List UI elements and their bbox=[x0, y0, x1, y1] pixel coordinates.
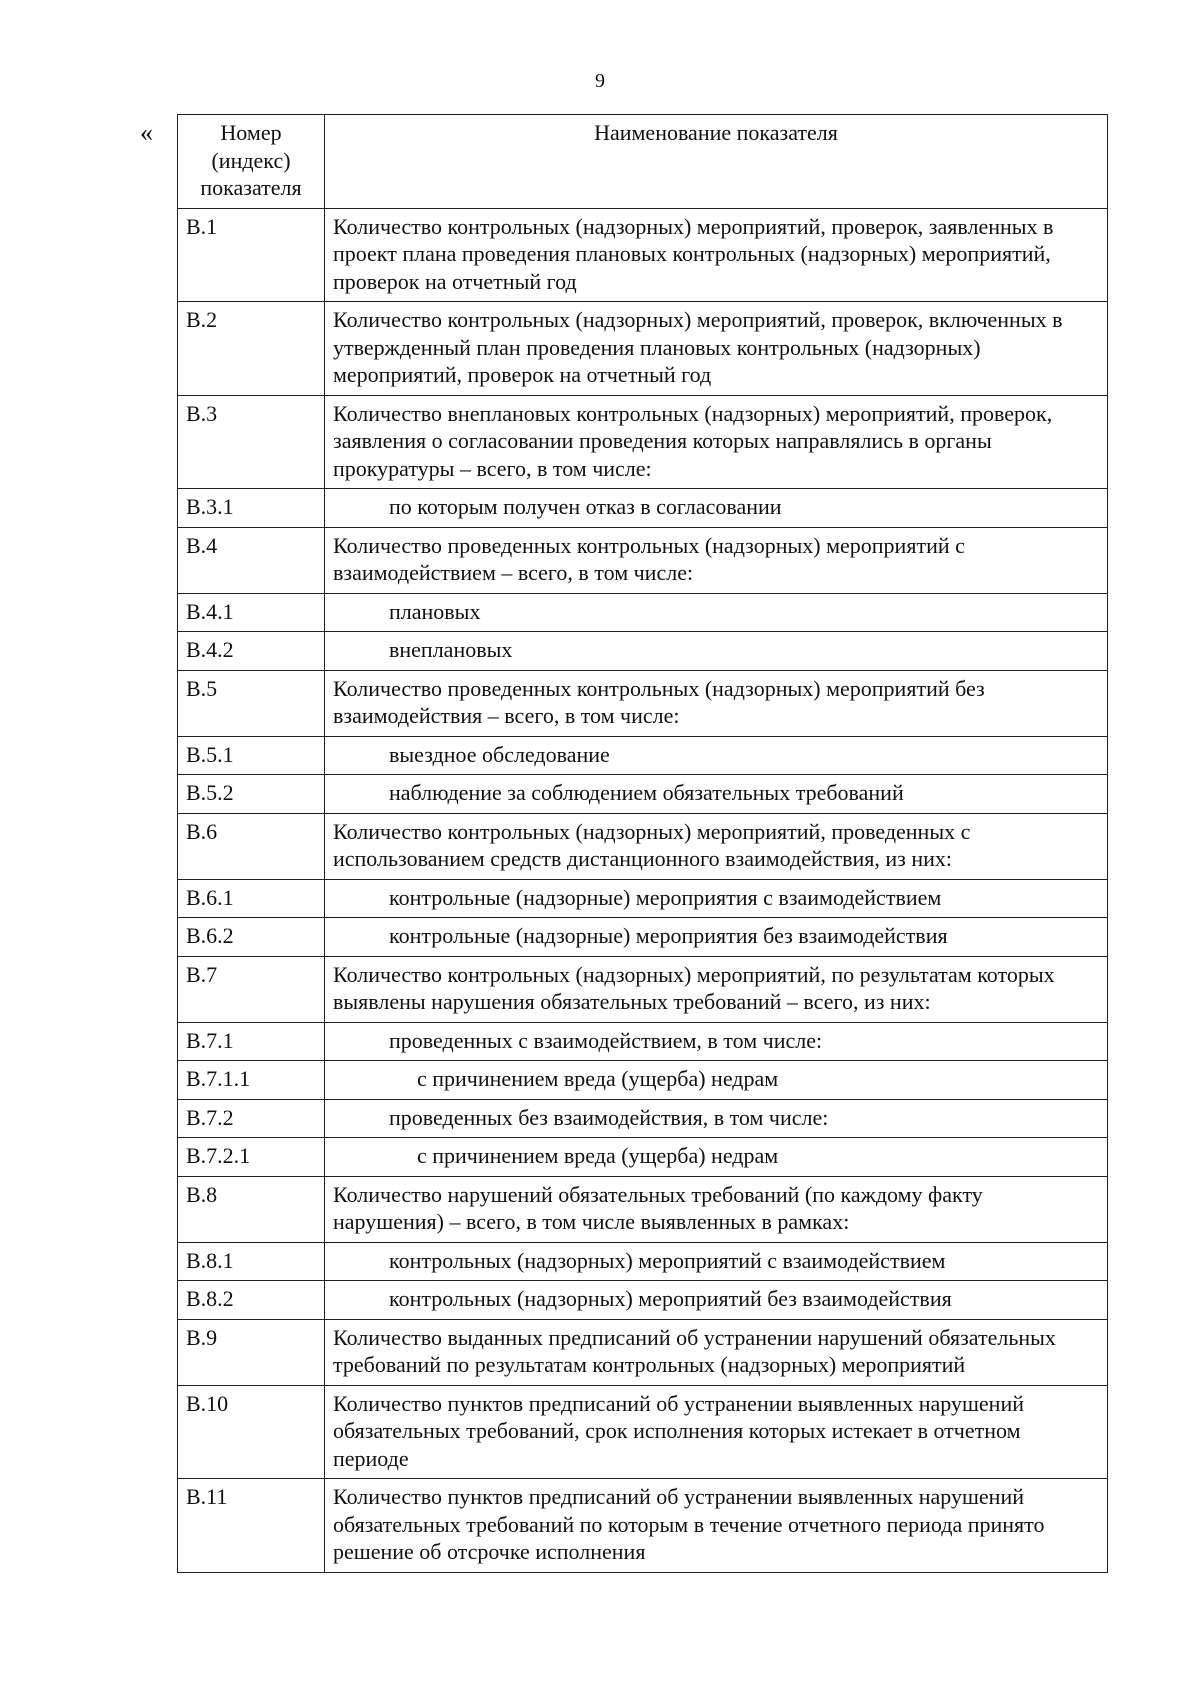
indicator-code: В.5 bbox=[178, 670, 325, 736]
indicator-name: Количество контрольных (надзорных) мероприятий, по результатам которых выявлены нарушения обязательных требований – всего, из них: bbox=[325, 956, 1108, 1022]
indicator-code: В.7.2.1 bbox=[178, 1138, 325, 1177]
table-row bbox=[178, 395, 1108, 489]
indicator-code: В.5.1 bbox=[178, 736, 325, 775]
table-row bbox=[178, 1281, 1108, 1320]
indicator-name: с причинением вреда (ущерба) недрам bbox=[325, 1061, 1108, 1100]
table-row bbox=[178, 302, 1108, 396]
table-row bbox=[178, 956, 1108, 1022]
table-row bbox=[178, 1022, 1108, 1061]
indicator-code: В.5.2 bbox=[178, 775, 325, 814]
indicators-table bbox=[177, 114, 1108, 1573]
indicator-code: В.4.1 bbox=[178, 593, 325, 632]
indicator-name: Количество проведенных контрольных (надзорных) мероприятий без взаимодействия – всего, в том числе: bbox=[325, 670, 1108, 736]
indicator-code: В.11 bbox=[178, 1479, 325, 1573]
indicator-code: В.7 bbox=[178, 956, 325, 1022]
indicator-name: Количество контрольных (надзорных) мероприятий, проверок, включенных в утвержденный план проведения плановых контрольных (надзорных) мероприятий, проверок на отчетный год bbox=[325, 302, 1108, 396]
indicator-code: В.9 bbox=[178, 1319, 325, 1385]
indicator-code: В.6 bbox=[178, 813, 325, 879]
table-header bbox=[178, 115, 1108, 209]
table-row bbox=[178, 775, 1108, 814]
indicator-name: контрольные (надзорные) мероприятия без взаимодействия bbox=[325, 918, 1108, 957]
table-row bbox=[178, 593, 1108, 632]
indicator-name: наблюдение за соблюдением обязательных требований bbox=[325, 775, 1108, 814]
indicator-code: В.8.1 bbox=[178, 1242, 325, 1281]
indicator-code: В.1 bbox=[178, 208, 325, 302]
indicator-name: контрольные (надзорные) мероприятия с взаимодействием bbox=[325, 879, 1108, 918]
table-row bbox=[178, 1099, 1108, 1138]
indicator-code: В.4 bbox=[178, 527, 325, 593]
indicator-name: Количество контрольных (надзорных) мероприятий, проверок, заявленных в проект плана проведения плановых контрольных (надзорных) мероприятий, проверок на отчетный год bbox=[325, 208, 1108, 302]
table-row bbox=[178, 1138, 1108, 1177]
table-row bbox=[178, 918, 1108, 957]
page-number: 9 bbox=[595, 70, 605, 92]
indicator-name: проведенных без взаимодействия, в том числе: bbox=[325, 1099, 1108, 1138]
indicator-name: Количество выданных предписаний об устранении нарушений обязательных требований по результатам контрольных (надзорных) мероприятий bbox=[325, 1319, 1108, 1385]
indicator-code: В.8 bbox=[178, 1176, 325, 1242]
indicator-name: контрольных (надзорных) мероприятий без взаимодействия bbox=[325, 1281, 1108, 1320]
table-row bbox=[178, 736, 1108, 775]
table-row bbox=[178, 1061, 1108, 1100]
table-row bbox=[178, 1242, 1108, 1281]
indicator-code: В.3 bbox=[178, 395, 325, 489]
table-row bbox=[178, 1479, 1108, 1573]
table-row bbox=[178, 670, 1108, 736]
indicator-name: внеплановых bbox=[325, 632, 1108, 671]
indicator-code: В.3.1 bbox=[178, 489, 325, 528]
table-row bbox=[178, 1319, 1108, 1385]
indicator-name: Количество проведенных контрольных (надзорных) мероприятий с взаимодействием – всего, в том числе: bbox=[325, 527, 1108, 593]
table-row bbox=[178, 489, 1108, 528]
indicator-name: выездное обследование bbox=[325, 736, 1108, 775]
indicator-name: проведенных с взаимодействием, в том числе: bbox=[325, 1022, 1108, 1061]
table-row bbox=[178, 527, 1108, 593]
table-row bbox=[178, 208, 1108, 302]
indicator-code: В.8.2 bbox=[178, 1281, 325, 1320]
indicator-name: Количество внеплановых контрольных (надзорных) мероприятий, проверок, заявления о согласовании проведения которых направлялись в органы прокуратуры – всего, в том числе: bbox=[325, 395, 1108, 489]
indicator-name: Количество пунктов предписаний об устранении выявленных нарушений обязательных требований по которым в течение отчетного периода принято решение об отсрочке исполнения bbox=[325, 1479, 1108, 1573]
indicator-code: В.6.1 bbox=[178, 879, 325, 918]
indicator-code: В.7.2 bbox=[178, 1099, 325, 1138]
table-body bbox=[178, 208, 1108, 1572]
header-number: Номер (индекс) показателя bbox=[178, 115, 325, 209]
indicator-code: В.7.1 bbox=[178, 1022, 325, 1061]
indicator-name: Количество контрольных (надзорных) мероприятий, проведенных с использованием средств дистанционного взаимодействия, из них: bbox=[325, 813, 1108, 879]
table-row bbox=[178, 632, 1108, 671]
table-row bbox=[178, 879, 1108, 918]
indicator-name: Количество пунктов предписаний об устранении выявленных нарушений обязательных требований, срок исполнения которых истекает в отчетном периоде bbox=[325, 1385, 1108, 1479]
indicator-code: В.10 bbox=[178, 1385, 325, 1479]
indicator-name: с причинением вреда (ущерба) недрам bbox=[325, 1138, 1108, 1177]
indicator-name: Количество нарушений обязательных требований (по каждому факту нарушения) – всего, в том числе выявленных в рамках: bbox=[325, 1176, 1108, 1242]
indicator-name: плановых bbox=[325, 593, 1108, 632]
table-row bbox=[178, 1176, 1108, 1242]
indicator-code: В.7.1.1 bbox=[178, 1061, 325, 1100]
indicator-code: В.4.2 bbox=[178, 632, 325, 671]
table-header-row bbox=[178, 115, 1108, 209]
table-row bbox=[178, 813, 1108, 879]
indicator-code: В.6.2 bbox=[178, 918, 325, 957]
indicator-name: контрольных (надзорных) мероприятий с взаимодействием bbox=[325, 1242, 1108, 1281]
indicator-code: В.2 bbox=[178, 302, 325, 396]
opening-quote-mark: « bbox=[140, 118, 153, 147]
header-name: Наименование показателя bbox=[325, 115, 1108, 209]
indicator-name: по которым получен отказ в согласовании bbox=[325, 489, 1108, 528]
table-row bbox=[178, 1385, 1108, 1479]
